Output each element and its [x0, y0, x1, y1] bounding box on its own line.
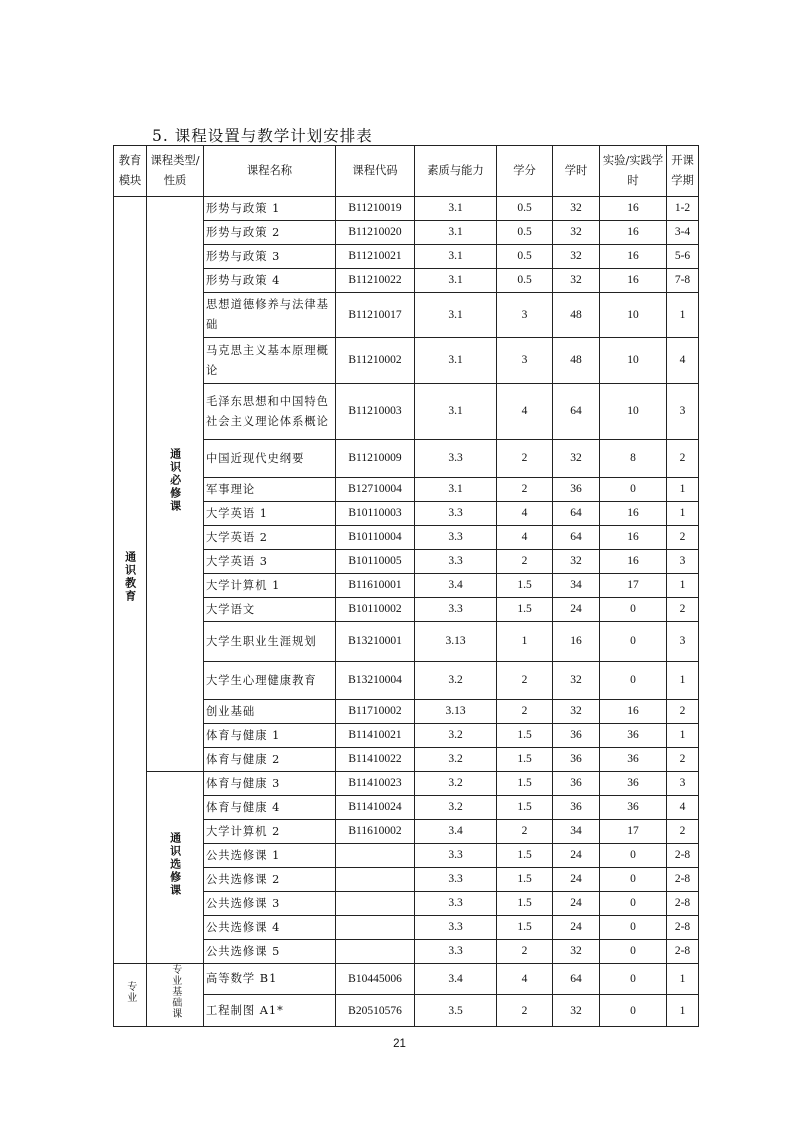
course-credit-cell: 1.5 — [497, 916, 553, 940]
course-ability-cell: 3.3 — [415, 844, 497, 868]
course-ability-cell: 3.2 — [415, 796, 497, 820]
course-hours-cell: 32 — [553, 245, 600, 269]
course-practice-cell: 36 — [600, 772, 667, 796]
course-code-cell: B10445006 — [336, 964, 415, 995]
course-term-cell: 1 — [667, 995, 699, 1026]
course-credit-cell: 1.5 — [497, 598, 553, 622]
course-name-cell: 马克思主义基本原理概论 — [204, 338, 336, 384]
course-name-cell: 公共选修课 3 — [204, 892, 336, 916]
course-term-cell: 7-8 — [667, 269, 699, 293]
course-ability-cell: 3.3 — [415, 892, 497, 916]
course-credit-cell: 2 — [497, 940, 553, 964]
course-code-cell: B11210017 — [336, 293, 415, 338]
course-code-cell: B11210009 — [336, 440, 415, 478]
type-required-label: 通识必修课 — [168, 448, 182, 514]
course-term-cell: 2 — [667, 748, 699, 772]
type-elective-label: 通识选修课 — [168, 831, 182, 897]
course-term-cell: 1 — [667, 662, 699, 700]
module-major-cell — [114, 964, 147, 1027]
course-credit-cell: 1.5 — [497, 574, 553, 598]
course-ability-cell: 3.13 — [415, 700, 497, 724]
table-row — [114, 772, 699, 796]
course-practice-cell: 0 — [600, 995, 667, 1026]
course-code-cell: B20510576 — [336, 995, 415, 1026]
course-name-cell: 大学英语 3 — [204, 550, 336, 574]
course-code-cell: B10110003 — [336, 502, 415, 526]
course-practice-cell: 36 — [600, 796, 667, 820]
course-term-cell: 1 — [667, 964, 699, 995]
course-hours-cell: 24 — [553, 892, 600, 916]
course-term-cell: 3 — [667, 772, 699, 796]
course-credit-cell: 1.5 — [497, 844, 553, 868]
course-credit-cell: 4 — [497, 964, 553, 995]
course-credit-cell: 0.5 — [497, 197, 553, 221]
table-header-row — [114, 146, 699, 197]
course-hours-cell: 32 — [553, 662, 600, 700]
course-hours-cell: 32 — [553, 995, 600, 1026]
course-credit-cell: 3 — [497, 293, 553, 338]
course-name-cell: 大学计算机 1 — [204, 574, 336, 598]
course-term-cell: 2-8 — [667, 940, 699, 964]
course-name-cell: 中国近现代史纲要 — [204, 440, 336, 478]
course-hours-cell: 32 — [553, 197, 600, 221]
course-hours-cell: 36 — [553, 772, 600, 796]
course-ability-cell: 3.1 — [415, 478, 497, 502]
course-term-cell: 2-8 — [667, 892, 699, 916]
course-hours-cell: 64 — [553, 964, 600, 995]
course-code-cell: B11210002 — [336, 338, 415, 384]
course-name-cell: 形势与政策 2 — [204, 221, 336, 245]
course-hours-cell: 36 — [553, 748, 600, 772]
course-credit-cell: 2 — [497, 700, 553, 724]
header-type: 课程类型/性质 — [147, 146, 204, 197]
course-hours-cell: 64 — [553, 384, 600, 440]
course-hours-cell: 36 — [553, 478, 600, 502]
course-practice-cell: 0 — [600, 916, 667, 940]
course-code-cell: B11410022 — [336, 748, 415, 772]
course-practice-cell: 17 — [600, 820, 667, 844]
header-practice: 实验/实践学时 — [600, 146, 667, 197]
course-term-cell: 1 — [667, 724, 699, 748]
course-term-cell: 1 — [667, 293, 699, 338]
course-name-cell: 创业基础 — [204, 700, 336, 724]
course-name-cell: 公共选修课 1 — [204, 844, 336, 868]
course-code-cell: B11610001 — [336, 574, 415, 598]
header-term: 开课学期 — [667, 146, 699, 197]
course-name-cell: 高等数学 B1 — [204, 964, 336, 995]
course-name-cell: 军事理论 — [204, 478, 336, 502]
header-module: 教育模块 — [114, 146, 147, 197]
course-ability-cell: 3.3 — [415, 598, 497, 622]
course-ability-cell: 3.3 — [415, 526, 497, 550]
course-credit-cell: 4 — [497, 384, 553, 440]
course-hours-cell: 24 — [553, 844, 600, 868]
course-hours-cell: 32 — [553, 269, 600, 293]
table-row — [114, 964, 699, 995]
course-ability-cell: 3.4 — [415, 964, 497, 995]
course-code-cell: B11210020 — [336, 221, 415, 245]
course-hours-cell: 36 — [553, 724, 600, 748]
course-practice-cell: 0 — [600, 622, 667, 662]
course-credit-cell: 2 — [497, 662, 553, 700]
course-credit-cell: 2 — [497, 995, 553, 1026]
type-major-basic-cell — [147, 964, 204, 1027]
course-practice-cell: 10 — [600, 338, 667, 384]
course-term-cell: 1-2 — [667, 197, 699, 221]
course-term-cell: 2 — [667, 440, 699, 478]
course-practice-cell: 10 — [600, 384, 667, 440]
course-code-cell — [336, 940, 415, 964]
course-ability-cell: 3.3 — [415, 940, 497, 964]
table-row — [114, 197, 699, 221]
module-general-cell — [114, 197, 147, 964]
header-code: 课程代码 — [336, 146, 415, 197]
course-credit-cell: 1.5 — [497, 772, 553, 796]
course-ability-cell: 3.5 — [415, 995, 497, 1026]
course-hours-cell: 34 — [553, 574, 600, 598]
course-name-cell: 体育与健康 4 — [204, 796, 336, 820]
course-term-cell: 1 — [667, 478, 699, 502]
course-practice-cell: 16 — [600, 221, 667, 245]
course-practice-cell: 16 — [600, 502, 667, 526]
course-credit-cell: 4 — [497, 502, 553, 526]
course-ability-cell: 3.1 — [415, 197, 497, 221]
course-term-cell: 2-8 — [667, 868, 699, 892]
section-heading: 5. 课程设置与教学计划安排表 — [152, 127, 373, 145]
course-name-cell: 大学生心理健康教育 — [204, 662, 336, 700]
course-ability-cell: 3.4 — [415, 574, 497, 598]
course-term-cell: 3-4 — [667, 221, 699, 245]
course-term-cell: 2 — [667, 526, 699, 550]
course-ability-cell: 3.1 — [415, 269, 497, 293]
course-name-cell: 大学生职业生涯规划 — [204, 622, 336, 662]
course-hours-cell: 36 — [553, 796, 600, 820]
course-credit-cell: 0.5 — [497, 221, 553, 245]
course-code-cell: B10110002 — [336, 598, 415, 622]
course-credit-cell: 2 — [497, 478, 553, 502]
course-practice-cell: 16 — [600, 700, 667, 724]
course-name-cell: 体育与健康 3 — [204, 772, 336, 796]
course-practice-cell: 17 — [600, 574, 667, 598]
header-ability: 素质与能力 — [415, 146, 497, 197]
course-term-cell: 2 — [667, 820, 699, 844]
course-hours-cell: 16 — [553, 622, 600, 662]
course-code-cell — [336, 916, 415, 940]
course-ability-cell: 3.1 — [415, 293, 497, 338]
course-practice-cell: 36 — [600, 724, 667, 748]
course-practice-cell: 0 — [600, 844, 667, 868]
course-term-cell: 3 — [667, 550, 699, 574]
course-name-cell: 形势与政策 4 — [204, 269, 336, 293]
course-code-cell: B10110005 — [336, 550, 415, 574]
course-hours-cell: 48 — [553, 293, 600, 338]
course-hours-cell: 32 — [553, 221, 600, 245]
course-term-cell: 4 — [667, 338, 699, 384]
course-code-cell — [336, 892, 415, 916]
course-term-cell: 2 — [667, 700, 699, 724]
course-practice-cell: 0 — [600, 598, 667, 622]
course-practice-cell: 0 — [600, 940, 667, 964]
course-term-cell: 3 — [667, 384, 699, 440]
course-term-cell: 2-8 — [667, 844, 699, 868]
course-term-cell: 2-8 — [667, 916, 699, 940]
course-hours-cell: 32 — [553, 700, 600, 724]
course-ability-cell: 3.2 — [415, 748, 497, 772]
course-name-cell: 毛泽东思想和中国特色社会主义理论体系概论 — [204, 384, 336, 440]
course-name-cell: 大学计算机 2 — [204, 820, 336, 844]
course-practice-cell: 0 — [600, 868, 667, 892]
course-credit-cell: 1 — [497, 622, 553, 662]
course-code-cell: B13210001 — [336, 622, 415, 662]
course-ability-cell: 3.3 — [415, 440, 497, 478]
course-term-cell: 3 — [667, 622, 699, 662]
course-code-cell: B11610002 — [336, 820, 415, 844]
course-practice-cell: 16 — [600, 269, 667, 293]
course-name-cell: 大学英语 1 — [204, 502, 336, 526]
course-credit-cell: 3 — [497, 338, 553, 384]
course-practice-cell: 10 — [600, 293, 667, 338]
course-name-cell: 思想道德修养与法律基础 — [204, 293, 336, 338]
course-code-cell: B11410024 — [336, 796, 415, 820]
course-hours-cell: 32 — [553, 550, 600, 574]
course-name-cell: 体育与健康 1 — [204, 724, 336, 748]
header-hours: 学时 — [553, 146, 600, 197]
course-code-cell: B11410021 — [336, 724, 415, 748]
course-term-cell: 1 — [667, 502, 699, 526]
table-body — [114, 197, 699, 1027]
course-ability-cell: 3.1 — [415, 384, 497, 440]
course-hours-cell: 24 — [553, 868, 600, 892]
course-name-cell: 公共选修课 4 — [204, 916, 336, 940]
course-practice-cell: 36 — [600, 748, 667, 772]
page-number: 21 — [393, 1038, 406, 1050]
header-credit: 学分 — [497, 146, 553, 197]
course-schedule-table — [113, 145, 699, 1027]
type-elective-cell — [147, 772, 204, 964]
course-credit-cell: 4 — [497, 526, 553, 550]
course-ability-cell: 3.3 — [415, 868, 497, 892]
course-credit-cell: 0.5 — [497, 269, 553, 293]
course-practice-cell: 0 — [600, 478, 667, 502]
course-name-cell: 体育与健康 2 — [204, 748, 336, 772]
course-hours-cell: 64 — [553, 502, 600, 526]
course-credit-cell: 2 — [497, 820, 553, 844]
course-practice-cell: 0 — [600, 892, 667, 916]
course-code-cell: B12710004 — [336, 478, 415, 502]
course-name-cell: 工程制图 A1* — [204, 995, 336, 1026]
course-credit-cell: 1.5 — [497, 796, 553, 820]
course-term-cell: 2 — [667, 598, 699, 622]
course-code-cell: B11210019 — [336, 197, 415, 221]
course-code-cell: B11210021 — [336, 245, 415, 269]
course-name-cell: 公共选修课 5 — [204, 940, 336, 964]
course-credit-cell: 1.5 — [497, 724, 553, 748]
course-hours-cell: 34 — [553, 820, 600, 844]
course-name-cell: 形势与政策 3 — [204, 245, 336, 269]
course-name-cell: 形势与政策 1 — [204, 197, 336, 221]
course-practice-cell: 0 — [600, 964, 667, 995]
course-ability-cell: 3.1 — [415, 338, 497, 384]
course-practice-cell: 16 — [600, 526, 667, 550]
course-ability-cell: 3.1 — [415, 245, 497, 269]
course-name-cell: 公共选修课 2 — [204, 868, 336, 892]
course-hours-cell: 32 — [553, 940, 600, 964]
course-term-cell: 1 — [667, 574, 699, 598]
type-major-basic-label: 专业基础课 — [169, 964, 181, 1019]
course-code-cell — [336, 844, 415, 868]
course-term-cell: 5-6 — [667, 245, 699, 269]
course-hours-cell: 24 — [553, 598, 600, 622]
course-name-cell: 大学英语 2 — [204, 526, 336, 550]
course-credit-cell: 1.5 — [497, 892, 553, 916]
course-code-cell: B11710002 — [336, 700, 415, 724]
course-code-cell: B10110004 — [336, 526, 415, 550]
course-hours-cell: 64 — [553, 526, 600, 550]
course-term-cell: 4 — [667, 796, 699, 820]
module-general-label: 通识教育 — [123, 550, 137, 603]
course-credit-cell: 1.5 — [497, 748, 553, 772]
course-ability-cell: 3.2 — [415, 662, 497, 700]
course-ability-cell: 3.3 — [415, 916, 497, 940]
course-credit-cell: 2 — [497, 550, 553, 574]
course-code-cell: B13210004 — [336, 662, 415, 700]
course-practice-cell: 16 — [600, 197, 667, 221]
course-name-cell: 大学语文 — [204, 598, 336, 622]
module-major-label: 专业 — [124, 980, 136, 1003]
course-practice-cell: 0 — [600, 662, 667, 700]
course-code-cell — [336, 868, 415, 892]
course-practice-cell: 16 — [600, 550, 667, 574]
course-ability-cell: 3.13 — [415, 622, 497, 662]
course-credit-cell: 0.5 — [497, 245, 553, 269]
course-code-cell: B11210022 — [336, 269, 415, 293]
course-credit-cell: 2 — [497, 440, 553, 478]
course-practice-cell: 8 — [600, 440, 667, 478]
header-name: 课程名称 — [204, 146, 336, 197]
course-ability-cell: 3.4 — [415, 820, 497, 844]
course-ability-cell: 3.3 — [415, 550, 497, 574]
course-credit-cell: 1.5 — [497, 868, 553, 892]
course-ability-cell: 3.1 — [415, 221, 497, 245]
course-ability-cell: 3.3 — [415, 502, 497, 526]
type-required-cell — [147, 197, 204, 772]
course-ability-cell: 3.2 — [415, 772, 497, 796]
course-code-cell: B11210003 — [336, 384, 415, 440]
course-code-cell: B11410023 — [336, 772, 415, 796]
course-hours-cell: 48 — [553, 338, 600, 384]
course-ability-cell: 3.2 — [415, 724, 497, 748]
course-hours-cell: 24 — [553, 916, 600, 940]
course-hours-cell: 32 — [553, 440, 600, 478]
course-practice-cell: 16 — [600, 245, 667, 269]
